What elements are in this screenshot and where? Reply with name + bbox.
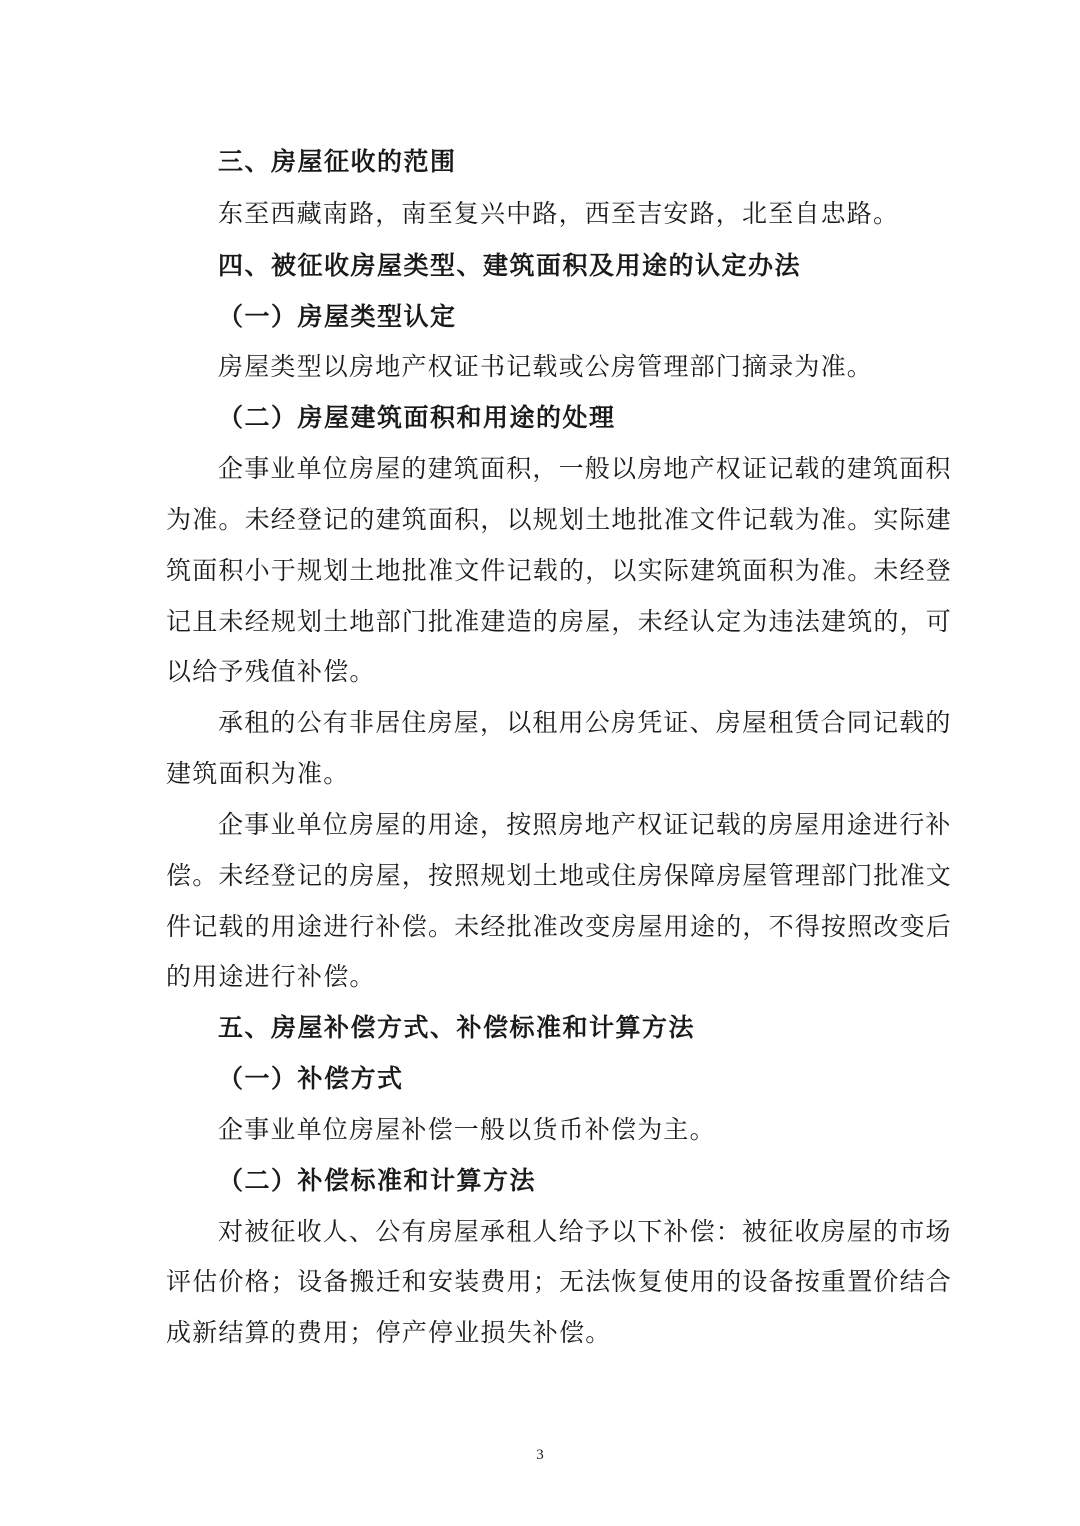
section-5-sub1-heading: （一）补偿方式 bbox=[218, 1064, 404, 1093]
paragraph-line: 的用途进行补偿。 bbox=[166, 962, 376, 991]
paragraph-line: 企事业单位房屋的建筑面积，一般以房地产权证记载的建筑面积 bbox=[218, 454, 952, 483]
section-4-sub1-body: 房屋类型以房地产权证书记载或公房管理部门摘录为准。 bbox=[218, 352, 874, 381]
section-3-heading: 三、房屋征收的范围 bbox=[218, 147, 457, 176]
paragraph-line: 企事业单位房屋的用途，按照房地产权证记载的房屋用途进行补 bbox=[218, 810, 952, 839]
section-4-sub1-heading: （一）房屋类型认定 bbox=[218, 302, 457, 331]
paragraph-line: 成新结算的费用；停产停业损失补偿。 bbox=[166, 1318, 612, 1347]
section-4-sub2-heading: （二）房屋建筑面积和用途的处理 bbox=[218, 403, 616, 432]
section-5-heading: 五、房屋补偿方式、补偿标准和计算方法 bbox=[218, 1013, 696, 1042]
page-number: 3 bbox=[536, 1447, 544, 1463]
section-5-sub1-body: 企事业单位房屋补偿一般以货币补偿为主。 bbox=[218, 1115, 716, 1144]
paragraph-line: 偿。未经登记的房屋，按照规划土地或住房保障房屋管理部门批准文 bbox=[166, 861, 953, 890]
paragraph-line: 承租的公有非居住房屋，以租用公房凭证、房屋租赁合同记载的 bbox=[218, 708, 952, 737]
paragraph-line: 为准。未经登记的建筑面积，以规划土地批准文件记载为准。实际建 bbox=[166, 505, 953, 534]
paragraph-line: 建筑面积为准。 bbox=[166, 759, 350, 788]
paragraph-line: 评估价格；设备搬迁和安装费用；无法恢复使用的设备按重置价结合 bbox=[166, 1267, 953, 1296]
paragraph-line: 件记载的用途进行补偿。未经批准改变房屋用途的，不得按照改变后 bbox=[166, 912, 953, 941]
paragraph-line: 以给予残值补偿。 bbox=[166, 657, 376, 686]
paragraph-line: 记且未经规划土地部门批准建造的房屋，未经认定为违法建筑的，可 bbox=[166, 607, 953, 636]
section-3-body: 东至西藏南路，南至复兴中路，西至吉安路，北至自忠路。 bbox=[218, 199, 900, 228]
paragraph-line: 对被征收人、公有房屋承租人给予以下补偿：被征收房屋的市场 bbox=[218, 1217, 952, 1246]
section-4-heading: 四、被征收房屋类型、建筑面积及用途的认定办法 bbox=[218, 251, 802, 280]
section-5-sub2-heading: （二）补偿标准和计算方法 bbox=[218, 1166, 537, 1195]
paragraph-line: 筑面积小于规划土地批准文件记载的，以实际建筑面积为准。未经登 bbox=[166, 556, 953, 585]
